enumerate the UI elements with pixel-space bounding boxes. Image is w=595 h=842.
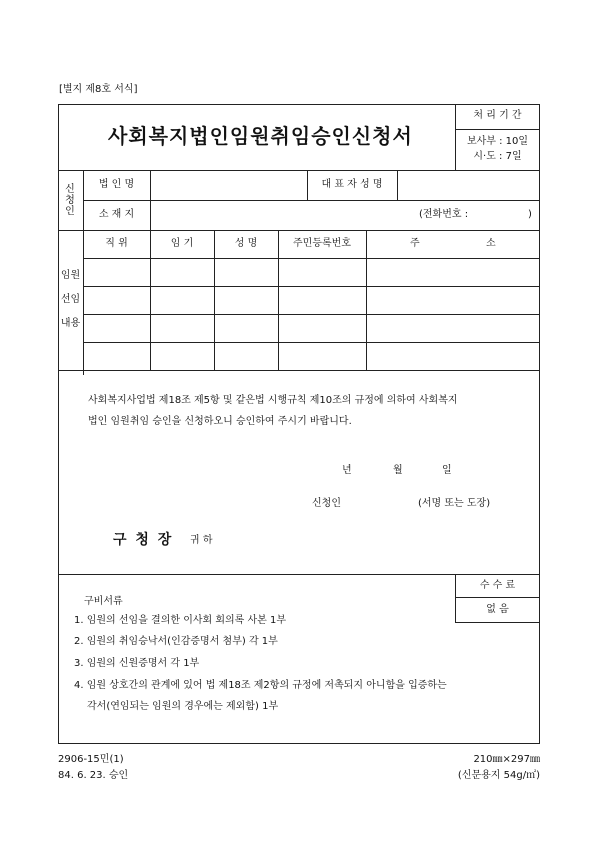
table-cell[interactable] <box>215 259 278 286</box>
divider <box>58 574 540 575</box>
table-cell[interactable] <box>367 287 539 314</box>
divider <box>150 170 151 230</box>
form-title: 사회복지법인임원취임승인신청서 <box>108 124 413 148</box>
divider <box>455 622 540 623</box>
table-cell[interactable] <box>367 259 539 286</box>
table-cell[interactable] <box>279 287 366 314</box>
recipient: 구 청 장 <box>113 532 174 548</box>
processing-period-header: 처 리 기 간 <box>473 110 522 121</box>
processing-period-province: 시·도 : 7일 <box>473 151 522 162</box>
approval-date: 84. 6. 23. 승인 <box>58 770 129 781</box>
applicant-signature-field[interactable] <box>350 494 414 514</box>
table-cell[interactable] <box>84 259 150 286</box>
table-cell[interactable] <box>215 287 278 314</box>
form-label: [별지 제8호 서식] <box>59 84 138 95</box>
table-cell[interactable] <box>151 343 214 370</box>
document-item: 1. 임원의 선임을 결의한 이사회 회의록 사본 1부 <box>74 615 287 626</box>
document-item-continued: 각서(연임되는 임원의 경우에는 제외함) 1부 <box>87 701 279 712</box>
col-term: 임 기 <box>170 238 194 249</box>
table-cell[interactable] <box>367 343 539 370</box>
table-cell[interactable] <box>84 343 150 370</box>
fee-value: 없 음 <box>486 604 509 615</box>
date-year: 년 <box>342 465 352 476</box>
col-name: 성 명 <box>234 238 258 249</box>
phone-label: (전화번호 : <box>419 209 469 220</box>
applicant-section-label: 신청인 <box>65 184 75 217</box>
table-cell[interactable] <box>151 315 214 342</box>
divider <box>58 230 540 231</box>
officer-table-body <box>84 259 540 370</box>
fee-header: 수 수 료 <box>479 580 516 591</box>
statement-line-2: 법인 임원취임 승인을 신청하오니 승인하여 주시기 바랍니다. <box>88 416 352 427</box>
officer-section-label: 임원 선임 내용 <box>60 270 81 329</box>
col-address-2: 소 <box>486 238 496 249</box>
col-resident-number: 주민등록번호 <box>293 238 351 249</box>
address-label: 소 재 지 <box>98 209 135 220</box>
document-item: 3. 임원의 신원증명서 각 1부 <box>74 658 200 669</box>
corp-name-field[interactable] <box>152 172 305 199</box>
form-code: 2906-15민(1) <box>58 754 124 765</box>
table-cell[interactable] <box>151 287 214 314</box>
statement-line-1: 사회복지사업법 제18조 제5항 및 같은법 시행규칙 제10조의 규정에 의하여 사회복지 <box>88 395 458 406</box>
divider <box>455 129 540 130</box>
divider <box>83 200 540 201</box>
divider <box>455 597 540 598</box>
representative-name-field[interactable] <box>399 172 538 199</box>
date-day: 일 <box>442 465 452 476</box>
document-item: 2. 임원의 취임승낙서(인감증명서 첨부) 각 1부 <box>74 636 278 647</box>
table-cell[interactable] <box>215 315 278 342</box>
documents-header: 구비서류 <box>84 596 123 607</box>
corp-name-label: 법 인 명 <box>98 179 135 190</box>
recipient-honorific: 귀 하 <box>190 535 213 546</box>
table-cell[interactable] <box>367 315 539 342</box>
divider <box>58 370 540 371</box>
col-address-1: 주 <box>410 238 420 249</box>
table-cell[interactable] <box>215 343 278 370</box>
table-cell[interactable] <box>279 315 366 342</box>
applicant-sign-label: 신청인 <box>312 498 341 509</box>
date-month: 월 <box>393 465 403 476</box>
document-item: 4. 임원 상호간의 관계에 있어 법 제18조 제2항의 규정에 저촉되지 아니함을 입증하는 <box>74 680 447 691</box>
col-position: 직 위 <box>105 238 128 249</box>
processing-period-ministry: 보사부 : 10일 <box>466 136 529 147</box>
table-cell[interactable] <box>151 259 214 286</box>
address-field[interactable] <box>152 202 412 229</box>
divider <box>58 170 540 171</box>
table-cell[interactable] <box>279 343 366 370</box>
paper-type: (신문용지 54g/㎡) <box>457 770 540 781</box>
divider <box>397 170 398 200</box>
table-cell[interactable] <box>84 315 150 342</box>
paper-size: 210㎜×297㎜ <box>473 754 540 765</box>
phone-close: ) <box>528 209 532 220</box>
table-cell[interactable] <box>84 287 150 314</box>
signature-note: (서명 또는 도장) <box>418 498 491 509</box>
table-cell[interactable] <box>279 259 366 286</box>
representative-name-label: 대 표 자 성 명 <box>321 179 383 190</box>
